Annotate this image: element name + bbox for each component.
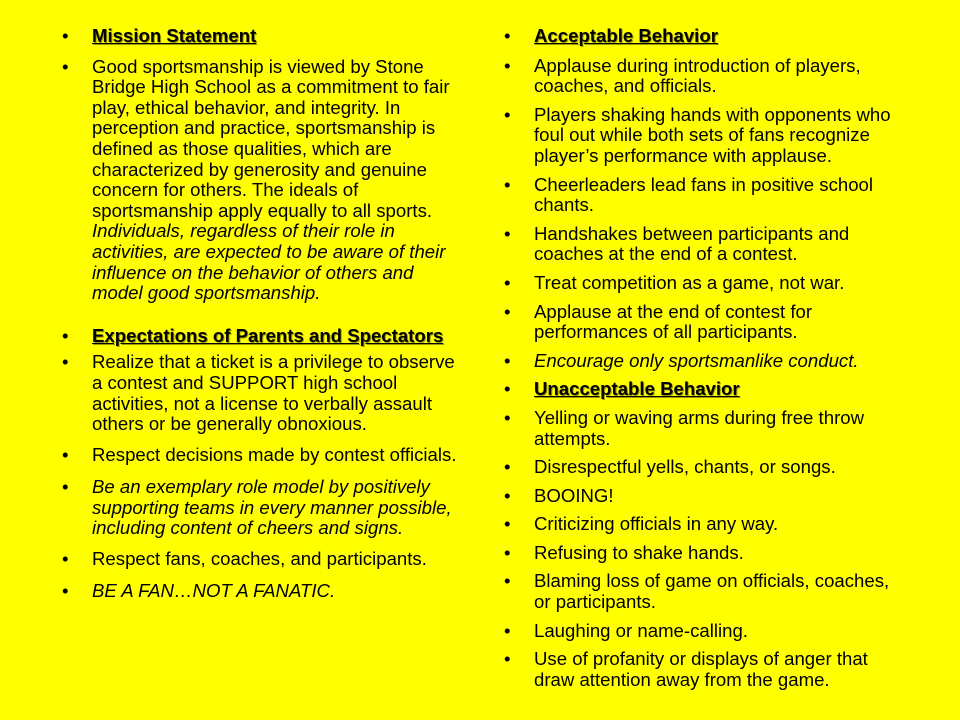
bullet-icon: • bbox=[504, 54, 511, 76]
list-item-text: Disrespectful yells, chants, or songs. bbox=[534, 456, 836, 478]
bullet-icon: • bbox=[504, 456, 511, 478]
list-item bbox=[504, 175, 904, 216]
list-item bbox=[62, 352, 460, 434]
bullet-icon: • bbox=[504, 25, 511, 46]
paragraph-italic-text: Individuals, regardless of their role in activities, are expected to be aware of their influence on the behavior of others and model good sportsmanship. bbox=[92, 220, 446, 304]
bullet-icon: • bbox=[504, 513, 511, 535]
bullet-icon: • bbox=[62, 548, 69, 570]
list-item-text: BE A FAN…NOT A FANATIC. bbox=[92, 579, 336, 601]
list-item-text: Applause at the end of contest for performances of all participants. bbox=[534, 300, 813, 343]
list-item-text: Yelling or waving arms during free throw attempts. bbox=[534, 406, 865, 449]
list-item-text: Respect fans, coaches, and participants. bbox=[92, 548, 427, 570]
bullet-icon: • bbox=[504, 619, 511, 641]
list-item bbox=[504, 514, 904, 535]
list-item bbox=[504, 571, 904, 612]
list-item-text: Handshakes between participants and coaches at the end of a contest. bbox=[534, 222, 850, 265]
list-item bbox=[62, 581, 460, 602]
bullet-icon: • bbox=[504, 570, 511, 592]
unacceptable-behavior-heading bbox=[504, 379, 904, 400]
bullet-icon: • bbox=[504, 173, 511, 195]
list-item bbox=[504, 273, 904, 294]
bullet-icon: • bbox=[504, 349, 511, 371]
bullet-icon: • bbox=[62, 55, 69, 77]
bullet-icon: • bbox=[62, 476, 69, 498]
bullet-icon: • bbox=[504, 300, 511, 322]
list-item bbox=[504, 105, 904, 167]
list-item bbox=[504, 351, 904, 372]
list-item bbox=[62, 549, 460, 570]
list-item-text: Use of profanity or displays of anger that draw attention away from the game. bbox=[534, 648, 868, 690]
bullet-icon: • bbox=[62, 579, 69, 601]
bullet-icon: • bbox=[504, 648, 511, 670]
list-item bbox=[504, 543, 904, 564]
list-item bbox=[504, 224, 904, 265]
list-item bbox=[62, 445, 460, 466]
bullet-icon: • bbox=[62, 351, 69, 373]
list-item bbox=[62, 477, 460, 539]
bullet-icon: • bbox=[504, 222, 511, 244]
list-item-text: Cheerleaders lead fans in positive school chants. bbox=[534, 173, 874, 216]
list-item-text: Criticizing officials in any way. bbox=[534, 513, 779, 535]
list-item-text: Encourage only sportsmanlike conduct. bbox=[534, 349, 859, 371]
list-item-text: BOOING! bbox=[534, 484, 614, 506]
right-column bbox=[504, 26, 904, 698]
mission-statement-heading bbox=[62, 26, 460, 47]
bullet-icon: • bbox=[504, 406, 511, 428]
expectations-heading bbox=[62, 326, 460, 347]
list-item-text: Blaming loss of game on officials, coaches, or participants. bbox=[534, 570, 890, 613]
bullet-icon: • bbox=[504, 378, 511, 400]
list-item-text: Laughing or name-calling. bbox=[534, 619, 748, 641]
heading-text: Unacceptable Behavior bbox=[534, 378, 740, 400]
right-bullet-list bbox=[504, 26, 904, 690]
bullet-icon: • bbox=[62, 324, 69, 346]
left-bullet-list bbox=[62, 26, 460, 601]
list-item-text: Refusing to shake hands. bbox=[534, 541, 744, 563]
bullet-icon: • bbox=[504, 541, 511, 563]
list-item-text: Respect decisions made by contest officials. bbox=[92, 443, 457, 465]
bullet-icon: • bbox=[62, 25, 69, 46]
bullet-icon: • bbox=[504, 484, 511, 506]
heading-text: Expectations of Parents and Spectators bbox=[92, 324, 444, 346]
list-item bbox=[504, 649, 904, 690]
list-item bbox=[504, 408, 904, 449]
left-column bbox=[62, 26, 460, 609]
acceptable-behavior-heading bbox=[504, 26, 904, 47]
list-item-text: Players shaking hands with opponents who foul out while both sets of fans recognize player’s performance with applause. bbox=[534, 103, 891, 166]
list-item bbox=[504, 486, 904, 507]
list-item-text: Realize that a ticket is a privilege to observe a contest and SUPPORT high school activities, not a license to verbally assault others or be generally obnoxious. bbox=[92, 351, 455, 435]
list-item bbox=[504, 621, 904, 642]
list-item bbox=[504, 302, 904, 343]
bullet-icon: • bbox=[504, 103, 511, 125]
bullet-icon: • bbox=[62, 443, 69, 465]
list-item bbox=[504, 56, 904, 97]
heading-text: Acceptable Behavior bbox=[534, 25, 718, 46]
paragraph-normal-text: Good sportsmanship is viewed by Stone Bridge High School as a commitment to fair play, ethical behavior, and integrity. In perception and practice, sportsmanship is defined as those qualities, which are characterized by generosity and genuine concern for others. The ideals of sportsmanship apply equally to all sports. bbox=[92, 55, 450, 221]
mission-statement-paragraph bbox=[62, 57, 460, 304]
paragraph-text bbox=[92, 56, 450, 304]
list-item-text: Be an exemplary role model by positively supporting teams in every manner possible, including content of cheers and signs. bbox=[92, 476, 452, 539]
bullet-icon: • bbox=[504, 271, 511, 293]
list-item bbox=[504, 457, 904, 478]
list-item-text: Applause during introduction of players, coaches, and officials. bbox=[534, 54, 861, 97]
heading-text: Mission Statement bbox=[92, 25, 257, 46]
list-item-text: Treat competition as a game, not war. bbox=[534, 271, 845, 293]
